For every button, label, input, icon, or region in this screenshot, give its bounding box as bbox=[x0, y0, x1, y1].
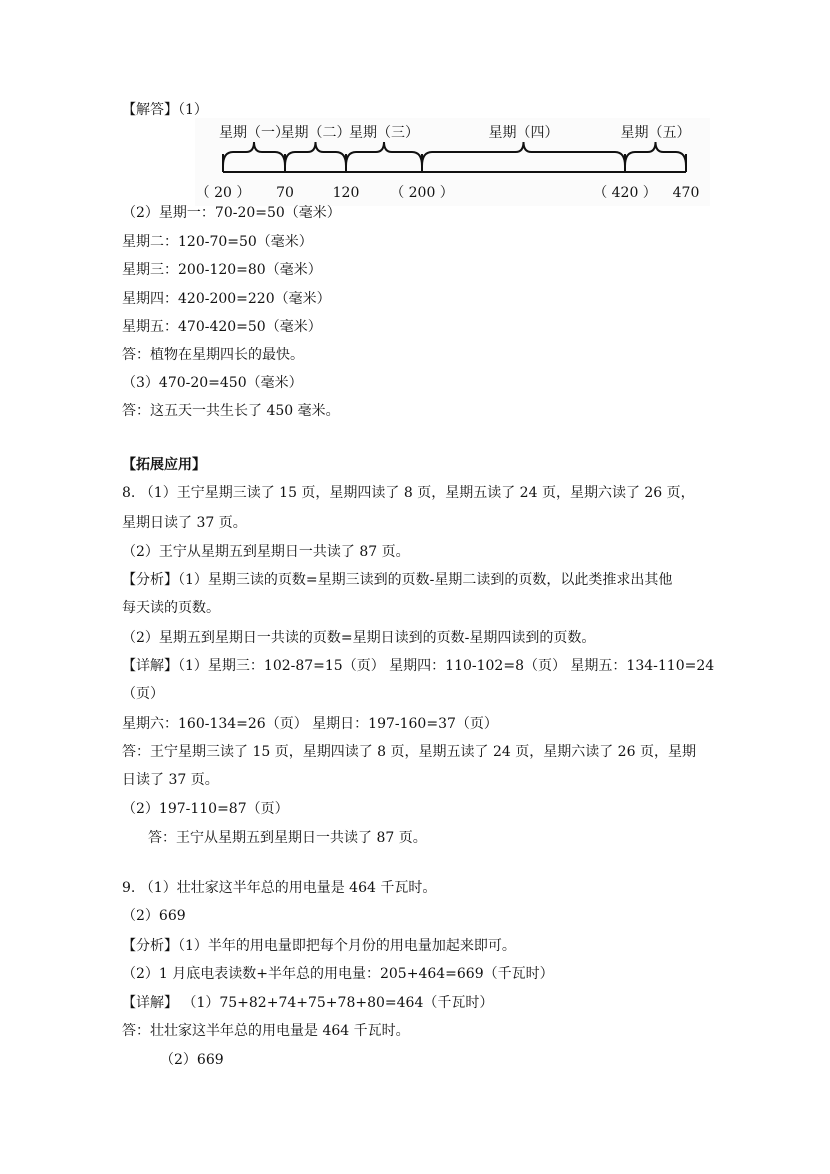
text-line: （2）星期一：70-20=50（毫米） bbox=[122, 205, 341, 221]
tick-label: 70 bbox=[276, 185, 294, 201]
text-line: 日读了 37 页。 bbox=[122, 772, 219, 788]
segment-label: 星期（四） bbox=[488, 125, 559, 141]
text-line: 【详解】（1）星期三：102-87=15（页） 星期四：110-102=8（页） 星期五：134-110=24 bbox=[122, 658, 715, 674]
tick-label: （ 420 ） bbox=[593, 185, 657, 201]
tick-label: （ 200 ） bbox=[390, 185, 454, 201]
text-line: （3）470-20=450（毫米） bbox=[122, 375, 303, 391]
text-line: 星期四：420-200=220（毫米） bbox=[122, 291, 331, 307]
text-line: （页） bbox=[122, 686, 164, 702]
text-line: （2）669 bbox=[160, 1052, 224, 1068]
text-line: 星期六：160-134=26（页） 星期日：197-160=37（页） bbox=[122, 716, 498, 732]
text-line: （2）1 月底电表读数+半年总的用电量：205+464=669（千瓦时） bbox=[122, 966, 554, 982]
text-line: （2）星期五到星期日一共读的页数=星期日读到的页数-星期四读到的页数。 bbox=[122, 630, 596, 646]
text-line: 答：王宁星期三读了 15 页，星期四读了 8 页，星期五读了 24 页，星期六读了 26 页，星期 bbox=[122, 744, 696, 760]
text-line: 星期日读了 37 页。 bbox=[122, 515, 247, 531]
text-line: 【详解】 （1）75+82+74+75+78+80=464（千瓦时） bbox=[122, 995, 494, 1011]
segment-label: 星期（二） bbox=[280, 125, 351, 141]
text-line: 答：王宁从星期五到星期日一共读了 87 页。 bbox=[148, 830, 427, 846]
segment-label: 星期（五） bbox=[620, 125, 691, 141]
text-line: 【分析】（1）星期三读的页数=星期三读到的页数-星期二读到的页数，以此类推求出其他 bbox=[122, 572, 673, 588]
segment-label: 星期（一） bbox=[219, 125, 289, 141]
text-line: 星期二：120-70=50（毫米） bbox=[122, 234, 313, 250]
text-line: 答：这五天一共生长了 450 毫米。 bbox=[122, 403, 340, 419]
text-line: 答：植物在星期四长的最快。 bbox=[122, 347, 304, 363]
text-line: 答：壮壮家这半年总的用电量是 464 千瓦时。 bbox=[122, 1023, 410, 1039]
text-line: （2）669 bbox=[122, 908, 186, 924]
text-line: （2）197-110=87（页） bbox=[122, 801, 289, 817]
text-line: 8. （1）王宁星期三读了 15 页，星期四读了 8 页，星期五读了 24 页，星期六读了 26 页， bbox=[122, 485, 695, 501]
segment-label: 星期（三） bbox=[349, 125, 419, 141]
tick-label: 120 bbox=[332, 185, 360, 201]
tick-label: （ 20 ） bbox=[195, 185, 251, 201]
text-line: 9. （1）壮壮家这半年总的用电量是 464 千瓦时。 bbox=[122, 880, 437, 896]
text-line: （2）王宁从星期五到星期日一共读了 87 页。 bbox=[122, 544, 410, 560]
text-line: 星期五：470-420=50（毫米） bbox=[122, 319, 322, 335]
text-line: 【分析】（1）半年的用电量即把每个月份的用电量加起来即可。 bbox=[122, 938, 516, 954]
text-line: 每天读的页数。 bbox=[122, 600, 220, 616]
number-line-diagram bbox=[195, 118, 710, 206]
text-line: 星期三：200-120=80（毫米） bbox=[122, 262, 322, 278]
tick-label: 470 bbox=[672, 185, 700, 201]
answer-header: 【解答】（1） bbox=[122, 102, 208, 118]
section-title: 【拓展应用】 bbox=[122, 457, 206, 473]
